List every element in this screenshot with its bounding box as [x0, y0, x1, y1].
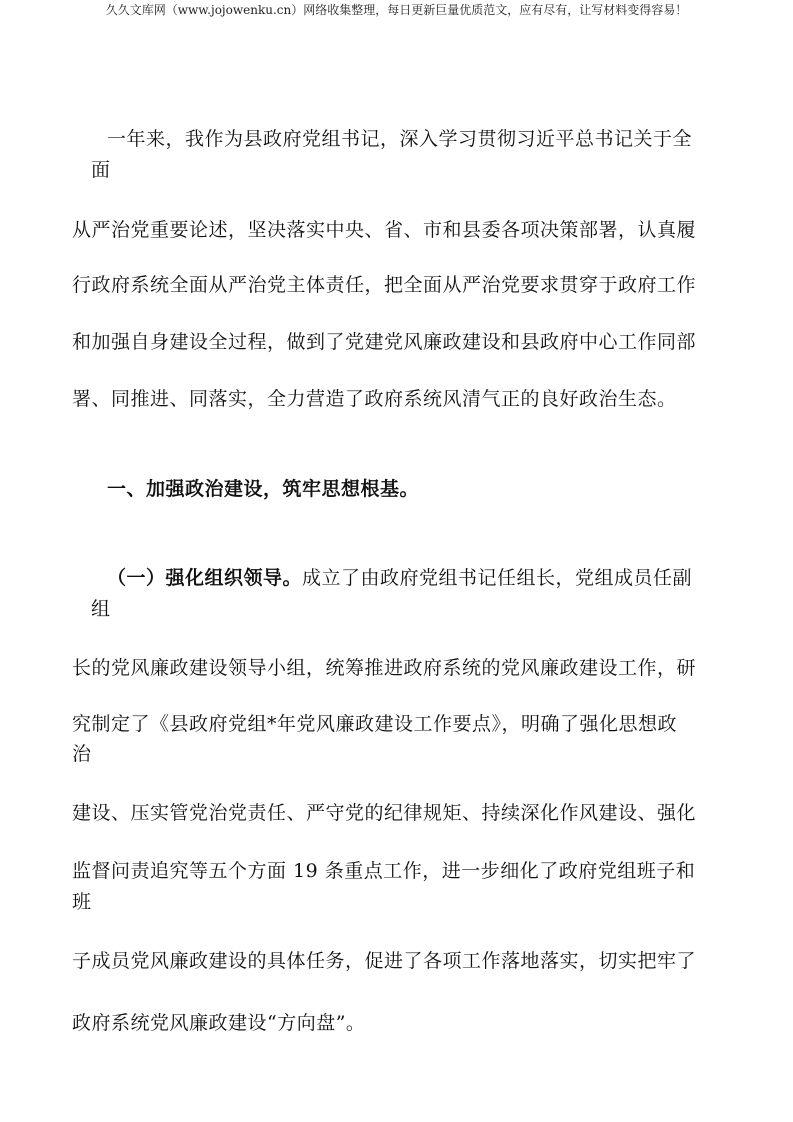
text-line: 组	[91, 598, 111, 620]
text-line: 和加强自身建设全过程，做到了党建党风廉政建设和县政府中心工作同部	[72, 331, 697, 353]
text-line: 建设、压实管党治党责任、严守党的纪律规矩、持续深化作风建设、强化	[72, 802, 697, 824]
text-line: 政府系统党风廉政建设“方向盘”。	[72, 1012, 366, 1034]
text-line: 行政府系统全面从严治党主体责任，把全面从严治党要求贯穿于政府工作	[72, 274, 697, 296]
page-header: 久久文库网（www.jojowenku.cn）网络收集整理，每日更新巨量优质范文，应有尽有，让写材料变得容易！	[105, 3, 688, 17]
text-line: 子成员党风廉政建设的具体任务，促进了各项工作落地落实，切实把牢了	[72, 950, 697, 972]
text-line	[107, 566, 692, 590]
text-line: 班	[72, 891, 92, 913]
text-line: 长的党风廉政建设领导小组，统筹推进政府系统的党风廉政建设工作，研	[72, 657, 697, 679]
text-line: 从严治党重要论述，坚决落实中央、省、市和县委各项决策部署，认真履	[72, 219, 697, 241]
text-line: 究制定了《县政府党组*年党风廉政建设工作要点》，明确了强化思想政	[72, 713, 678, 735]
text-line: 监督问责追究等五个方面 19 条重点工作，进一步细化了政府党组班子和	[72, 860, 696, 882]
subsection-lead: （一）强化组织领导。	[107, 567, 303, 589]
text-line: 治	[72, 743, 92, 765]
text-line: 面	[91, 159, 111, 181]
text-line: 一年来，我作为县政府党组书记，深入学习贯彻习近平总书记关于全	[107, 128, 693, 150]
text-line: 署、同推进、同落实，全力营造了政府系统风清气正的良好政治生态。	[72, 388, 677, 410]
text-line-rest: 成立了由政府党组书记任组长，党组成员任副	[302, 567, 693, 589]
section-heading: 一、加强政治建设，筑牢思想根基。	[107, 478, 420, 500]
